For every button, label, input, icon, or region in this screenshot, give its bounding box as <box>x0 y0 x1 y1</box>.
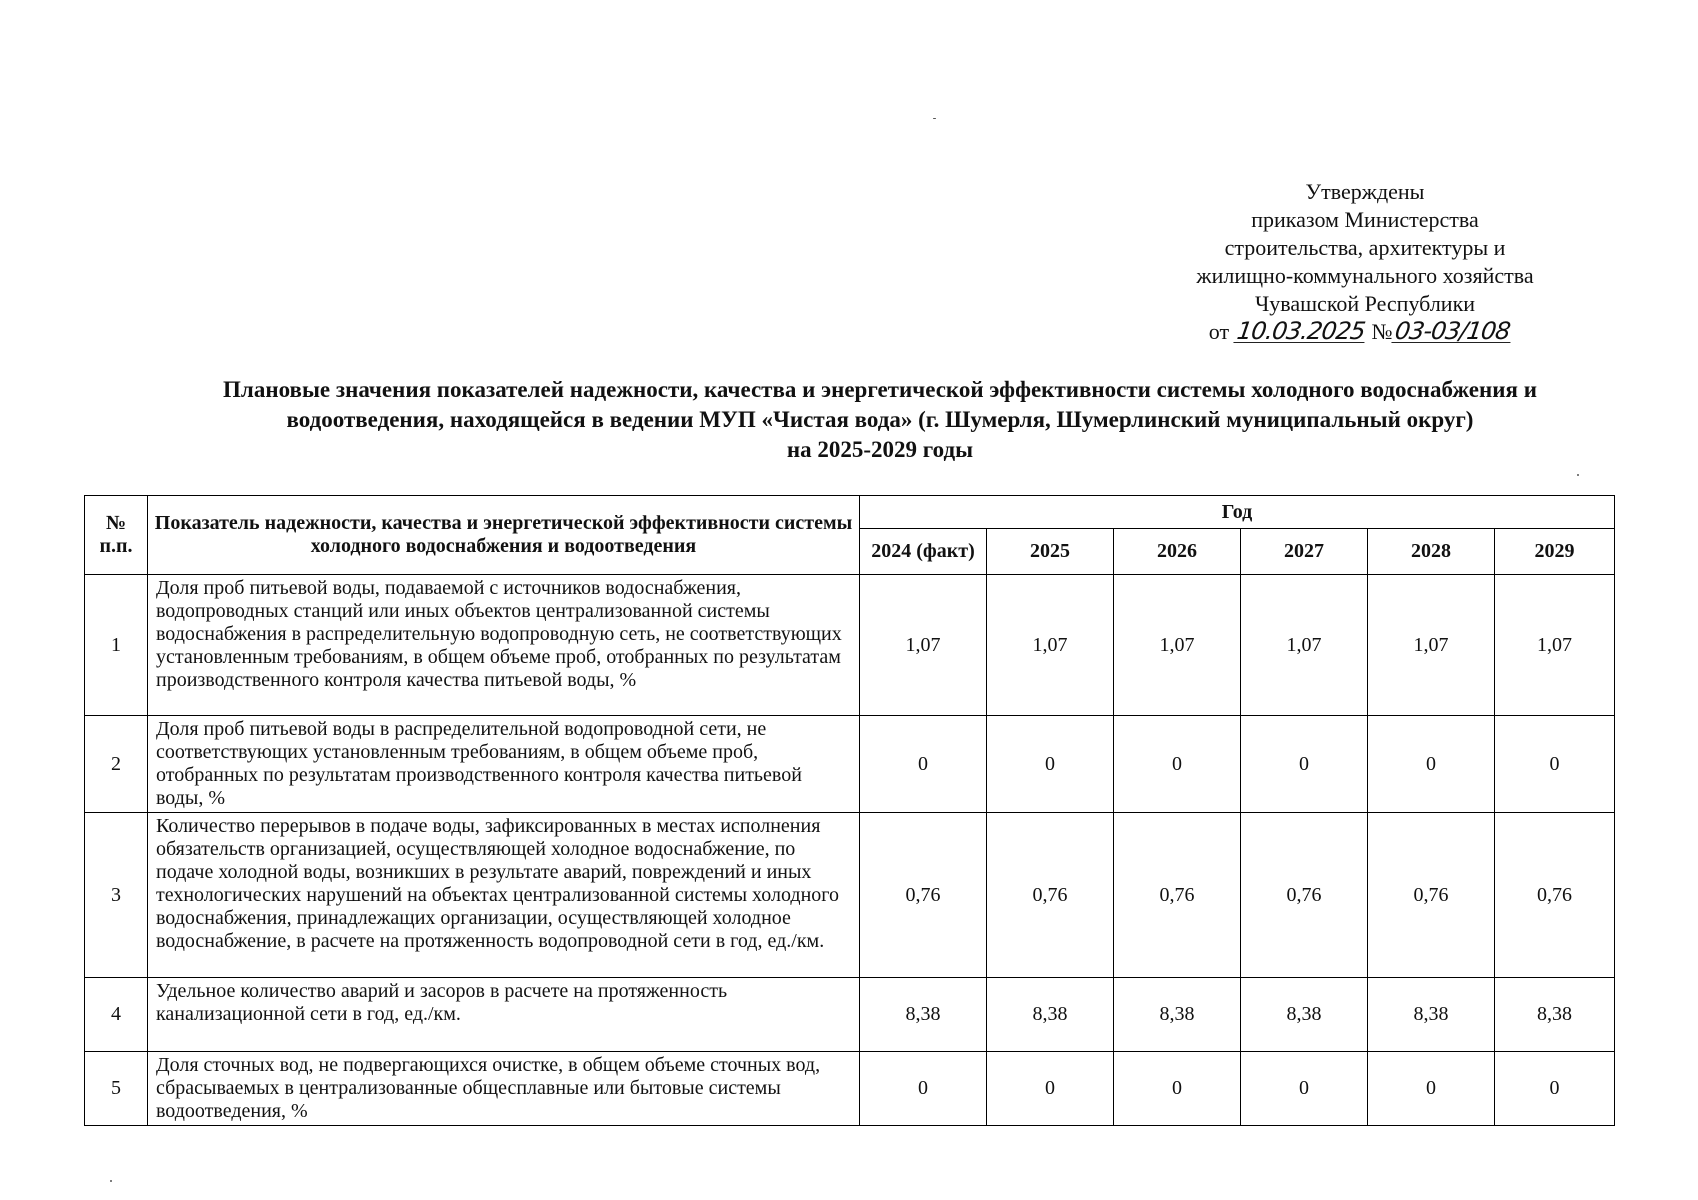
row-value: 1,07 <box>1114 575 1241 716</box>
number-prefix: № <box>1371 319 1393 344</box>
header-year: 2025 <box>987 529 1114 575</box>
row-value: 8,38 <box>1368 978 1495 1052</box>
row-value: 0 <box>1495 716 1615 813</box>
approval-date-number-line <box>1120 318 1600 346</box>
row-number: 2 <box>85 716 148 813</box>
row-value: 1,07 <box>1368 575 1495 716</box>
approval-line-5: Чувашской Республики <box>1254 291 1476 316</box>
row-value: 0,76 <box>860 813 987 978</box>
table-row <box>85 1052 1615 1126</box>
row-value: 0,76 <box>1241 813 1368 978</box>
header-num: № п.п. <box>85 496 148 575</box>
row-value: 8,38 <box>1241 978 1368 1052</box>
row-value: 0,76 <box>1368 813 1495 978</box>
row-value: 0,76 <box>1114 813 1241 978</box>
approval-block <box>1130 178 1600 346</box>
handwritten-date: 10.03.2025 <box>1234 317 1367 345</box>
row-value: 0 <box>1368 716 1495 813</box>
row-value: 1,07 <box>1495 575 1615 716</box>
table-row <box>85 716 1615 813</box>
header-year-group: Год <box>860 496 1615 529</box>
title-line-3: на 2025-2029 годы <box>786 437 974 462</box>
row-indicator: Доля проб питьевой воды, подаваемой с источников водоснабжения, водопроводных станций или иных объектов централизованной системы водоснабжения в распределительную водопроводную сеть, не соответствующих установленным требованиям, в общем объеме проб, отобранных по результатам производственного контроля качества питьевой воды, % <box>148 575 860 716</box>
table-row <box>85 813 1615 978</box>
row-value: 0 <box>860 716 987 813</box>
scan-speck <box>1577 474 1579 476</box>
row-number: 4 <box>85 978 148 1052</box>
row-number: 3 <box>85 813 148 978</box>
row-value: 0 <box>1241 1052 1368 1126</box>
header-indicator: Показатель надежности, качества и энергетической эффективности системы холодного водоснабжения и водоотведения <box>148 496 860 575</box>
date-prefix: от <box>1208 319 1230 344</box>
indicators-table <box>84 495 1615 1126</box>
row-indicator: Удельное количество аварий и засоров в расчете на протяженность канализационной сети в год, ед./км. <box>148 978 860 1052</box>
header-year: 2027 <box>1241 529 1368 575</box>
row-indicator: Доля проб питьевой воды в распределительной водопроводной сети, не соответствующих установленным требованиям, в общем объеме проб, отобранных по результатам производственного контроля качества питьевой воды, % <box>148 716 860 813</box>
approval-line-1: Утверждены <box>1305 179 1425 204</box>
header-year: 2028 <box>1368 529 1495 575</box>
row-value: 0 <box>860 1052 987 1126</box>
row-value: 1,07 <box>1241 575 1368 716</box>
scan-speck <box>933 118 936 119</box>
row-value: 0 <box>1241 716 1368 813</box>
row-number: 5 <box>85 1052 148 1126</box>
header-year: 2029 <box>1495 529 1615 575</box>
row-indicator: Доля сточных вод, не подвергающихся очистке, в общем объеме сточных вод, сбрасываемых в централизованные общесплавные или бытовые системы водоотведения, % <box>148 1052 860 1126</box>
row-value: 8,38 <box>1114 978 1241 1052</box>
handwritten-order-number: 03-03/108 <box>1392 317 1512 345</box>
row-value: 0 <box>1114 1052 1241 1126</box>
row-value: 1,07 <box>987 575 1114 716</box>
approval-line-3: строительства, архитектуры и <box>1224 235 1506 260</box>
row-value: 0,76 <box>1495 813 1615 978</box>
row-value: 8,38 <box>860 978 987 1052</box>
row-value: 1,07 <box>860 575 987 716</box>
row-value: 0 <box>1114 716 1241 813</box>
row-value: 0,76 <box>987 813 1114 978</box>
row-value: 8,38 <box>987 978 1114 1052</box>
row-value: 8,38 <box>1495 978 1615 1052</box>
row-value: 0 <box>1368 1052 1495 1126</box>
scan-speck <box>110 1180 112 1182</box>
table-row <box>85 978 1615 1052</box>
row-indicator: Количество перерывов в подаче воды, зафиксированных в местах исполнения обязательств организацией, осуществляющей холодное водоснабжение, по подаче холодной воды, возникших в результате аварий, повреждений и иных технологических нарушений на объектах централизованной системы холодного водоснабжения, принадлежащих организации, осуществляющей холодное водоснабжение, в расчете на протяженность водопроводной сети в год, ед./км. <box>148 813 860 978</box>
row-value: 0 <box>987 1052 1114 1126</box>
table-row <box>85 575 1615 716</box>
title-line-2: водоотведения, находящейся в ведении МУП «Чистая вода» (г. Шумерля, Шумерлинский муниципальный округ) <box>286 407 1474 432</box>
row-value: 0 <box>1495 1052 1615 1126</box>
header-year: 2026 <box>1114 529 1241 575</box>
row-number: 1 <box>85 575 148 716</box>
approval-line-4: жилищно-коммунального хозяйства <box>1196 263 1534 288</box>
header-year: 2024 (факт) <box>860 529 987 575</box>
document-title <box>90 375 1670 465</box>
title-line-1: Плановые значения показателей надежности, качества и энергетической эффективности системы холодного водоснабжения и <box>223 377 1537 402</box>
approval-line-2: приказом Министерства <box>1251 207 1479 232</box>
row-value: 0 <box>987 716 1114 813</box>
